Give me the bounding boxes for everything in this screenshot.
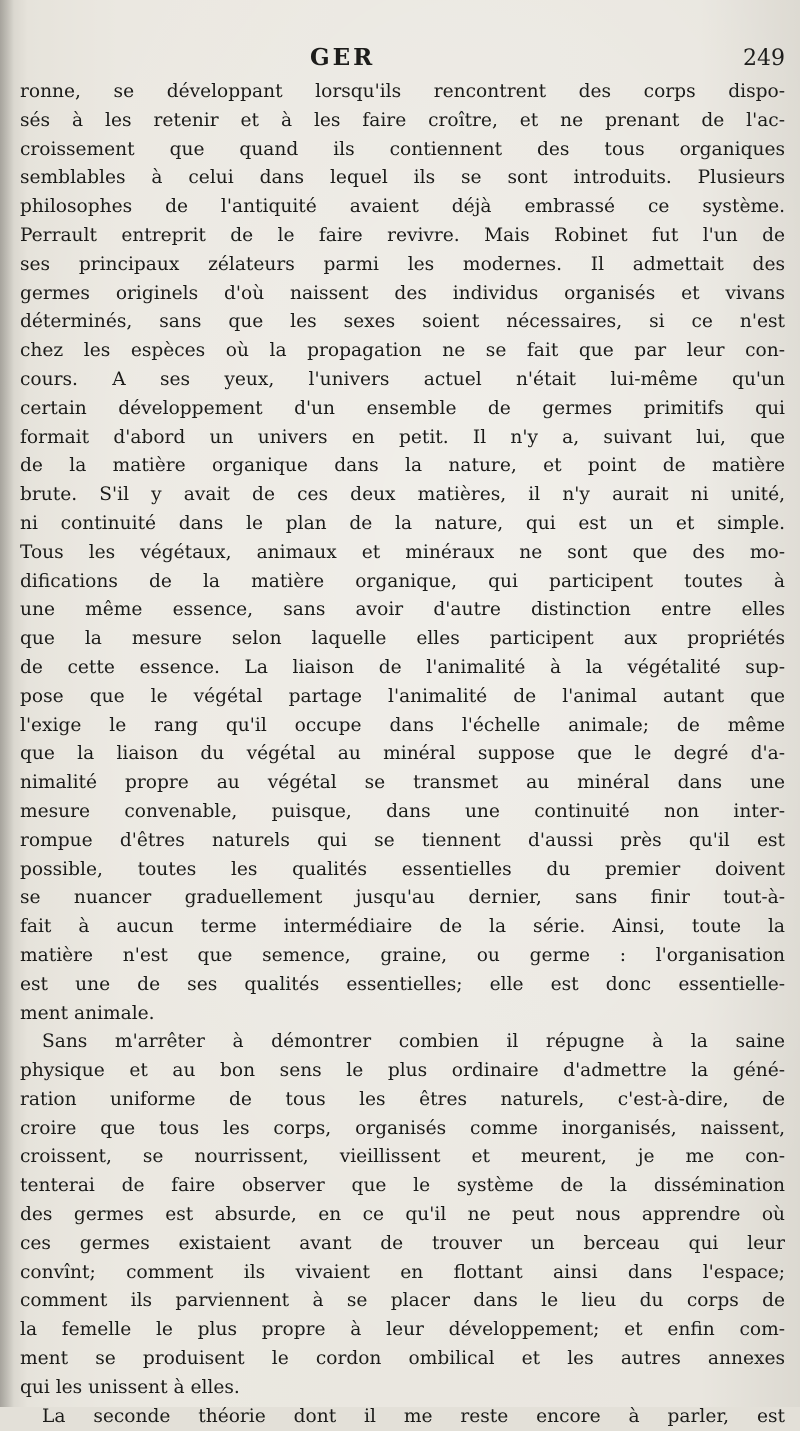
running-title: GER — [310, 44, 376, 71]
text-line: une même essence, sans avoir d'autre distinction entre elles — [20, 599, 785, 621]
text-line: se nuancer graduellement jusqu'au dernier, sans finir tout-à- — [20, 887, 785, 909]
text-line: certain développement d'un ensemble de germes primitifs qui — [20, 397, 785, 419]
text-line: ment se produisent le cordon ombilical et les autres annexes — [20, 1348, 785, 1370]
text-line: des germes est absurde, en ce qu'il ne peut nous apprendre où — [20, 1204, 785, 1226]
text-line: de cette essence. La liaison de l'animalité à la végétalité sup- — [20, 656, 785, 678]
text-line: nimalité propre au végétal se transmet au minéral dans une — [20, 772, 785, 794]
text-line: fait à aucun terme intermédiaire de la série. Ainsi, toute la — [20, 916, 785, 938]
text-line: croissement que quand ils contiennent des tous organiques — [20, 138, 785, 160]
text-line: convînt; comment ils vivaient en flottant ainsi dans l'espace; — [20, 1261, 785, 1283]
text-line: déterminés, sans que les sexes soient nécessaires, si ce n'est — [20, 311, 785, 333]
text-line: rompue d'êtres naturels qui se tiennent d'aussi près qu'il est — [20, 829, 785, 851]
binding-shadow — [0, 0, 14, 1407]
text-line: la femelle le plus propre à leur développement; et enfin com- — [20, 1319, 785, 1341]
text-line: chez les espèces où la propagation ne se fait que par leur con- — [20, 340, 785, 362]
page-header — [20, 44, 785, 78]
text-line: germes originels d'où naissent des individus organisés et vivans — [20, 282, 785, 304]
text-line: ni continuité dans le plan de la nature, qui est un et simple. — [20, 512, 785, 534]
body-text — [20, 78, 785, 1431]
text-line: qui les unissent à elles. — [20, 1376, 240, 1398]
text-line: ses principaux zélateurs parmi les modernes. Il admettait des — [20, 253, 785, 275]
text-line: ration uniforme de tous les êtres naturels, c'est-à-dire, de — [20, 1088, 785, 1110]
text-line: physique et au bon sens le plus ordinaire d'admettre la géné- — [20, 1060, 785, 1082]
text-line: que la liaison du végétal au minéral suppose que le degré d'a- — [20, 743, 785, 765]
text-line: Perrault entreprit de le faire revivre. Mais Robinet fut l'un de — [20, 224, 785, 246]
text-line: que la mesure selon laquelle elles participent aux propriétés — [20, 628, 785, 650]
text-line: croire que tous les corps, organisés comme inorganisés, naissent, — [20, 1117, 785, 1139]
text-line: possible, toutes les qualités essentielles du premier doivent — [20, 858, 785, 880]
text-line: tenterai de faire observer que le système de la dissémination — [20, 1175, 785, 1197]
text-line: est une de ses qualités essentielles; elle est donc essentielle- — [20, 973, 785, 995]
text-line: comment ils parviennent à se placer dans le lieu du corps de — [20, 1290, 785, 1312]
text-line: brute. S'il y avait de ces deux matières, il n'y aurait ni unité, — [20, 484, 785, 506]
text-line: difications de la matière organique, qui participent toutes à — [20, 570, 785, 592]
text-line: ces germes existaient avant de trouver un berceau qui leur — [20, 1232, 785, 1254]
text-line: Sans m'arrêter à démontrer combien il répugne à la saine — [42, 1031, 785, 1053]
text-line: ronne, se développant lorsqu'ils rencontrent des corps dispo- — [20, 81, 785, 102]
text-line: de la matière organique dans la nature, et point de matière — [20, 455, 785, 477]
text-line: l'exige le rang qu'il occupe dans l'échelle animale; de même — [20, 714, 785, 736]
text-line: croissent, se nourrissent, vieillissent et meurent, je me con- — [20, 1146, 785, 1168]
text-line: matière n'est que semence, graine, ou germe : l'organisation — [20, 944, 785, 966]
text-line: philosophes de l'antiquité avaient déjà embrassé ce système. — [20, 196, 785, 218]
text-line: mesure convenable, puisque, dans une continuité non inter- — [20, 800, 785, 822]
text-line: pose que le végétal partage l'animalité de l'animal autant que — [20, 685, 785, 707]
text-line: Tous les végétaux, animaux et minéraux ne sont que des mo- — [20, 541, 785, 563]
text-line: cours. A ses yeux, l'univers actuel n'était lui-même qu'un — [20, 368, 785, 390]
text-line: formait d'abord un univers en petit. Il n'y a, suivant lui, que — [20, 426, 785, 448]
text-line: semblables à celui dans lequel ils se sont introduits. Plusieurs — [20, 167, 785, 189]
text-line: La seconde théorie dont il me reste encore à parler, est — [42, 1405, 785, 1427]
page-number: 249 — [743, 46, 785, 71]
text-line: sés à les retenir et à les faire croître, et ne prenant de l'ac- — [20, 109, 785, 131]
text-line: ment animale. — [20, 1002, 155, 1024]
